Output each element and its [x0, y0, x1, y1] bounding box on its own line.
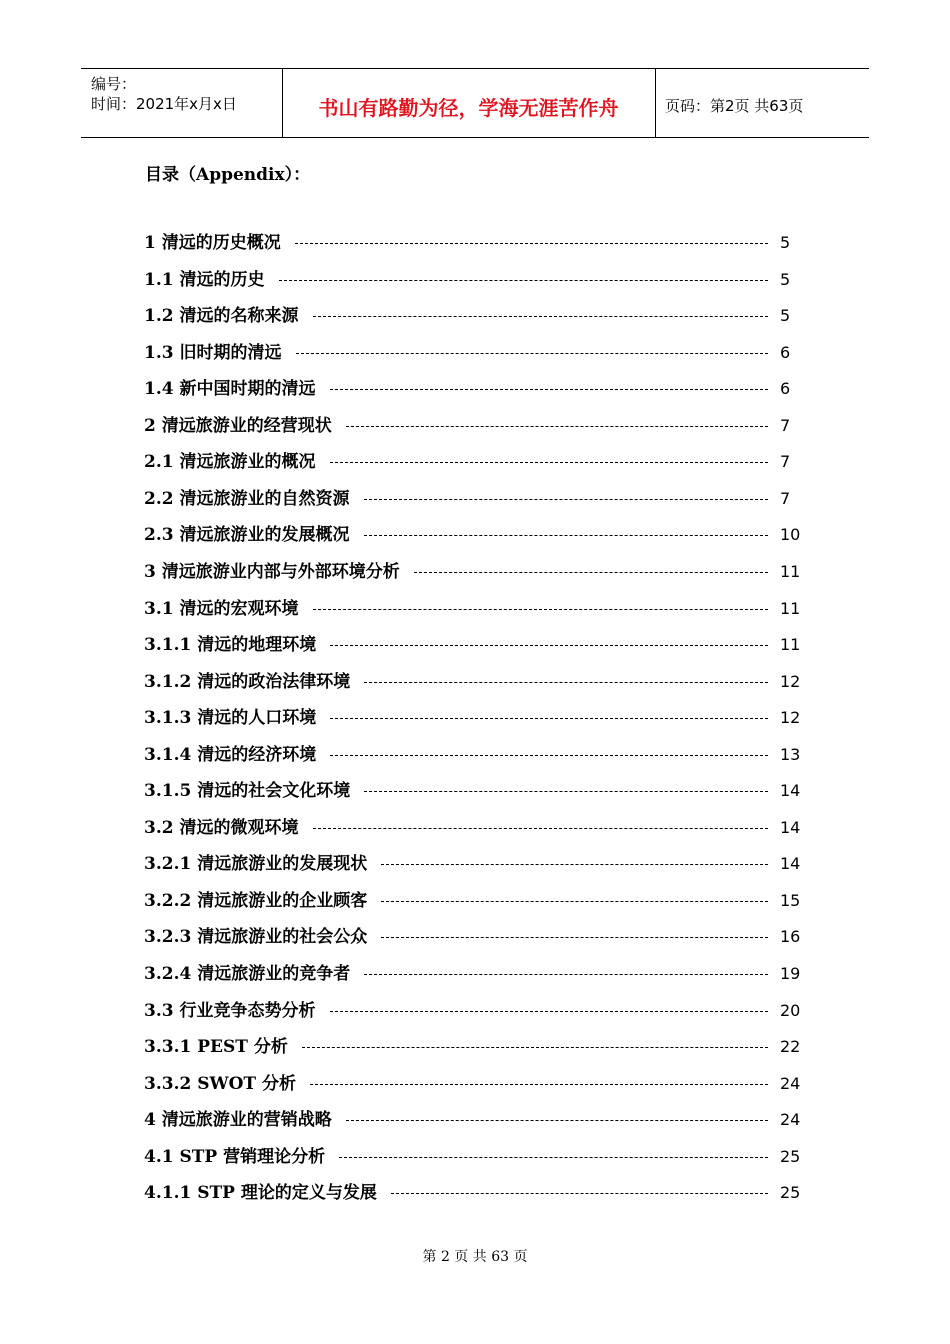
- toc-entry-label: 3.2.2 清远旅游业的企业顾客: [144, 890, 368, 911]
- toc-leader-dashes: [364, 791, 768, 792]
- header-meta: [81, 69, 283, 137]
- toc-entry-label: 3.1 清远的宏观环境: [144, 598, 299, 619]
- page-header: [81, 68, 869, 138]
- toc-leader-dashes: [414, 572, 768, 573]
- toc-entry-page: 11: [780, 598, 801, 618]
- toc-leader-dashes: [279, 280, 769, 281]
- toc-entry-page: 11: [780, 635, 801, 655]
- toc-entry-label: 3.1.5 清远的社会文化环境: [144, 781, 351, 802]
- toc-entry-label: 1.3 旧时期的清远: [144, 342, 282, 363]
- toc-entry-label: 3.3.1 PEST 分析: [144, 1037, 288, 1058]
- toc-leader-dashes: [330, 718, 768, 719]
- toc-leader-dashes: [381, 937, 768, 938]
- toc-entry[interactable]: [144, 597, 814, 621]
- toc-entry-label: 1.2 清远的名称来源: [144, 306, 299, 327]
- toc-entry-page: 10: [780, 525, 801, 545]
- header-motto-cell: [282, 69, 656, 137]
- toc-entry-page: 14: [780, 817, 801, 837]
- toc-leader-dashes: [295, 243, 768, 244]
- toc-leader-dashes: [364, 974, 768, 975]
- toc-entry[interactable]: [144, 523, 814, 547]
- header-page-cell: [655, 69, 869, 137]
- toc-entry-page: 5: [780, 233, 791, 252]
- toc-entry[interactable]: [144, 779, 814, 803]
- toc-entry[interactable]: [144, 925, 814, 949]
- toc-leader-dashes: [364, 535, 769, 536]
- toc-entry-page: 12: [780, 671, 801, 691]
- toc-entry-label: 3.2.3 清远旅游业的社会公众: [144, 927, 368, 948]
- toc-leader-dashes: [330, 1011, 769, 1012]
- toc-entry-page: 15: [780, 890, 801, 910]
- toc-entry-page: 7: [780, 488, 791, 508]
- toc-entry-label: 3.2 清远的微观环境: [144, 817, 299, 838]
- toc-entry-page: 22: [780, 1037, 801, 1057]
- toc-leader-dashes: [364, 682, 768, 683]
- toc-entry[interactable]: [144, 889, 814, 913]
- toc-entry-page: 11: [780, 561, 801, 581]
- toc-entry[interactable]: [144, 304, 814, 328]
- toc-entry-label: 3.2.1 清远旅游业的发展现状: [144, 854, 368, 875]
- toc-entry-page: 25: [780, 1146, 801, 1166]
- toc-entry-label: 3.1.1 清远的地理环境: [144, 635, 317, 656]
- toc-leader-dashes: [313, 316, 769, 317]
- toc-entry-page: 14: [780, 781, 801, 801]
- toc-entry[interactable]: [144, 1145, 814, 1169]
- toc-entry-label: 3.3 行业竞争态势分析: [144, 1000, 316, 1021]
- header-page-info: 页码：第2页 共63页: [665, 97, 804, 115]
- toc-entry[interactable]: [144, 487, 814, 511]
- toc-entry-label: 1 清远的历史概况: [144, 233, 281, 253]
- toc-entry-page: 24: [780, 1110, 801, 1130]
- toc-entry-page: 6: [780, 379, 791, 399]
- toc-entry[interactable]: [144, 1072, 814, 1096]
- toc-entry-label: 1.1 清远的历史: [144, 269, 265, 290]
- toc-entry[interactable]: [144, 1108, 814, 1132]
- toc-leader-dashes: [313, 828, 769, 829]
- toc-entry-page: 5: [780, 306, 791, 326]
- toc-entry-page: 7: [780, 415, 791, 435]
- toc-entry[interactable]: [144, 743, 814, 767]
- toc-entry[interactable]: [144, 560, 814, 584]
- toc-entry-page: 24: [780, 1073, 801, 1093]
- toc-entry[interactable]: [144, 816, 814, 840]
- toc-entry[interactable]: [144, 852, 814, 876]
- toc-entry-page: 13: [780, 744, 801, 764]
- toc-entry-page: 20: [780, 1000, 801, 1020]
- toc-leader-dashes: [330, 755, 768, 756]
- toc-entry-label: 3.3.2 SWOT 分析: [144, 1073, 296, 1094]
- toc-entry[interactable]: [144, 231, 814, 255]
- toc-title: 目录（Appendix）：: [145, 165, 311, 185]
- toc-leader-dashes: [381, 864, 768, 865]
- toc-leader-dashes: [346, 426, 768, 427]
- toc-leader-dashes: [391, 1193, 768, 1194]
- toc-entry-page: 25: [780, 1183, 801, 1203]
- document-number-label: 编号：: [91, 75, 137, 93]
- document-time-label: 时间：2021年x月x日: [91, 95, 237, 113]
- toc-leader-dashes: [330, 462, 769, 463]
- toc-leader-dashes: [302, 1047, 768, 1048]
- toc-entry[interactable]: [144, 1181, 814, 1205]
- toc-entry-label: 3 清远旅游业内部与外部环境分析: [144, 561, 400, 582]
- toc-leader-dashes: [296, 353, 769, 354]
- toc-entry-label: 2.1 清远旅游业的概况: [144, 452, 316, 473]
- toc-entry-label: 3.1.3 清远的人口环境: [144, 708, 317, 729]
- toc-entry[interactable]: [144, 268, 814, 292]
- page-footer: 第 2 页 共 63 页: [422, 1249, 528, 1265]
- toc-entry-page: 6: [780, 342, 791, 362]
- toc-entry-label: 3.2.4 清远旅游业的竞争者: [144, 964, 351, 984]
- toc-leader-dashes: [310, 1084, 768, 1085]
- toc-entry-label: 4.1 STP 营销理论分析: [144, 1146, 326, 1167]
- toc-entry-label: 2.3 清远旅游业的发展概况: [144, 525, 350, 546]
- toc-entry[interactable]: [144, 633, 814, 657]
- toc-leader-dashes: [313, 609, 769, 610]
- toc-entry-page: 19: [780, 964, 801, 983]
- header-motto: 书山有路勤为径，学海无涯苦作舟: [318, 96, 619, 120]
- toc-entry[interactable]: [144, 706, 814, 730]
- toc-entry[interactable]: [144, 1035, 814, 1059]
- toc-entry[interactable]: [144, 962, 814, 986]
- toc-entry[interactable]: [144, 450, 814, 474]
- toc-leader-dashes: [381, 901, 768, 902]
- toc-leader-dashes: [346, 1120, 768, 1121]
- toc-leader-dashes: [330, 389, 769, 390]
- toc-leader-dashes: [339, 1157, 768, 1158]
- toc-entry-label: 3.1.4 清远的经济环境: [144, 744, 317, 765]
- toc-entry-label: 4.1.1 STP 理论的定义与发展: [144, 1183, 377, 1204]
- toc-entry[interactable]: [144, 414, 814, 438]
- toc-entry-label: 2 清远旅游业的经营现状: [144, 415, 332, 436]
- toc-entry-page: 7: [780, 452, 791, 472]
- toc-entry-page: 5: [780, 269, 791, 289]
- toc-entry-page: 16: [780, 927, 801, 947]
- toc-entry-label: 4 清远旅游业的营销战略: [144, 1110, 332, 1131]
- toc-entry[interactable]: [144, 341, 814, 365]
- toc-entry-label: 1.4 新中国时期的清远: [144, 379, 316, 400]
- toc-entry-label: 3.1.2 清远的政治法律环境: [144, 671, 351, 692]
- toc-entry-label: 2.2 清远旅游业的自然资源: [144, 488, 350, 509]
- toc-leader-dashes: [330, 645, 768, 646]
- toc-entry[interactable]: [144, 377, 814, 401]
- toc-leader-dashes: [364, 499, 769, 500]
- toc-entry[interactable]: [144, 670, 814, 694]
- toc-entry-page: 14: [780, 854, 801, 874]
- toc-entry[interactable]: [144, 999, 814, 1023]
- toc-entry-page: 12: [780, 708, 801, 728]
